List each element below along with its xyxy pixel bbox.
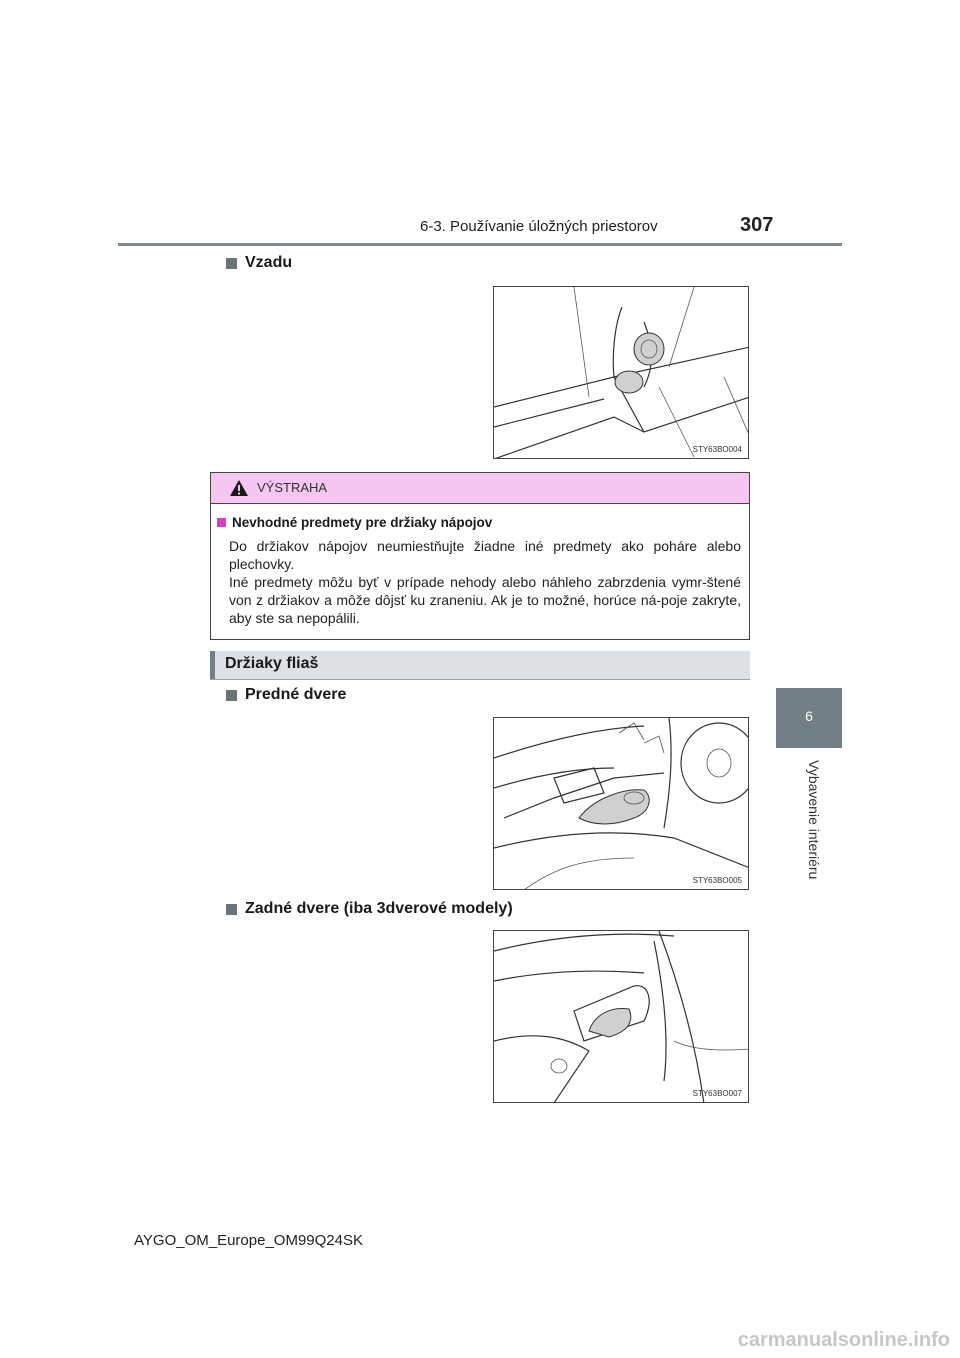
square-bullet-icon (226, 690, 237, 701)
warning-triangle-icon (229, 479, 249, 497)
subheading-rear-door (226, 900, 513, 918)
figure-rear-door-bottle-holder (493, 930, 749, 1103)
footer-document-id: AYGO_OM_Europe_OM99Q24SK (134, 1232, 363, 1249)
square-bullet-icon (226, 258, 237, 269)
subheading-rear-door-text: Zadné dvere (iba 3dverové modely) (245, 900, 513, 917)
subheading-rear-text: Vzadu (245, 254, 293, 271)
section-accent (210, 651, 215, 679)
warning-paragraph: Iné predmety môžu byť v prípade nehody alebo náhleho zabrzdenia vymr-štené von z držiakov a môže dôjsť ku zraneniu. Ak je to možné, horúce ná-poje zakryte, aby ste sa nepopálili. (229, 574, 741, 626)
subheading-rear (226, 254, 292, 272)
square-bullet-icon (217, 518, 226, 527)
warning-title: VÝSTRAHA (257, 480, 328, 495)
figure-front-door-bottle-holder (493, 717, 749, 890)
warning-box (210, 472, 750, 640)
section-title: Držiaky fliaš (225, 655, 319, 672)
header-divider (118, 243, 842, 246)
warning-header (211, 473, 749, 504)
chapter-tab[interactable] (776, 688, 842, 748)
figure-code: STY63BO004 (692, 445, 742, 454)
warning-body (229, 537, 741, 627)
figure-code: STY63BO007 (692, 1089, 742, 1098)
rear-door-illustration (494, 931, 749, 1103)
warning-paragraph: Do držiakov nápojov neumiestňujte žiadne iné predmety ako poháre alebo plechovky. (229, 538, 741, 572)
square-bullet-icon (226, 904, 237, 915)
section-header: 6-3. Používanie úložných priestorov (420, 218, 658, 235)
page-number: 307 (740, 214, 774, 236)
watermark: carmanualsonline.info (737, 1329, 950, 1351)
warning-subheading-text: Nevhodné predmety pre držiaky nápojov (232, 515, 493, 530)
section-title-bar (210, 651, 750, 680)
subheading-front-door-text: Predné dvere (245, 686, 347, 703)
figure-rear-cup-holder (493, 286, 749, 459)
rear-cup-holder-illustration (494, 287, 749, 459)
chapter-label: Vybavenie interiéru (806, 760, 822, 880)
subheading-front-door (226, 686, 346, 704)
chapter-number: 6 (805, 708, 813, 724)
front-door-illustration (494, 718, 749, 890)
figure-code: STY63BO005 (692, 876, 742, 885)
warning-subheading (217, 515, 492, 530)
